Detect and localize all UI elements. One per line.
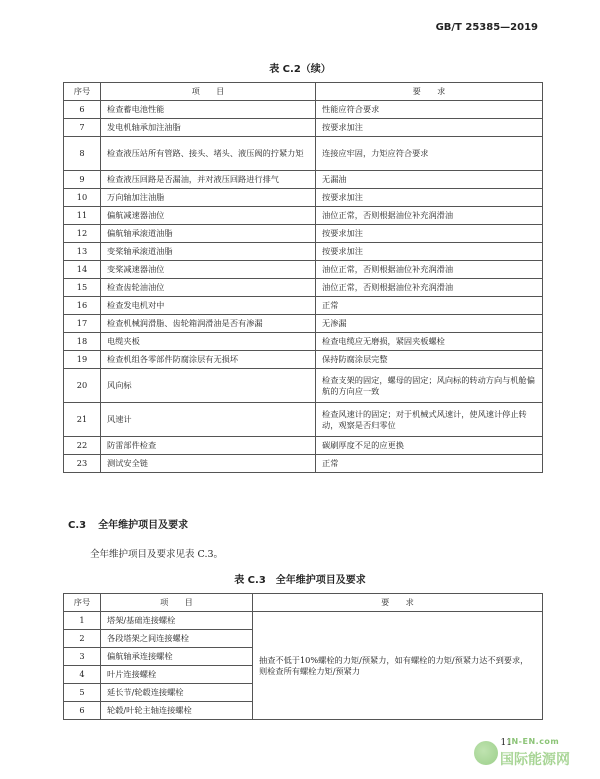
watermark-name: 国际能源网 bbox=[500, 752, 570, 768]
row-item: 偏航减速器油位 bbox=[101, 207, 316, 225]
row-no: 9 bbox=[64, 171, 101, 189]
table-row bbox=[64, 137, 543, 171]
row-no: 14 bbox=[64, 261, 101, 279]
header-no: 序号 bbox=[64, 594, 101, 612]
row-requirement: 油位正常，否则根据油位补充润滑油 bbox=[316, 207, 543, 225]
row-no: 22 bbox=[64, 437, 101, 455]
table-row bbox=[64, 369, 543, 403]
row-requirement: 油位正常，否则根据油位补充润滑油 bbox=[316, 279, 543, 297]
row-item: 电缆夹板 bbox=[101, 333, 316, 351]
row-item: 检查齿轮油油位 bbox=[101, 279, 316, 297]
row-item: 变桨减速器油位 bbox=[101, 261, 316, 279]
row-item: 检查发电机对中 bbox=[101, 297, 316, 315]
row-no: 13 bbox=[64, 243, 101, 261]
row-item: 变桨轴承滚道油脂 bbox=[101, 243, 316, 261]
row-no: 18 bbox=[64, 333, 101, 351]
table-c3 bbox=[63, 593, 543, 720]
row-requirement: 按要求加注 bbox=[316, 119, 543, 137]
section-title: 全年维护项目及要求 bbox=[98, 520, 189, 531]
row-requirement: 检查风速计的固定；对于机械式风速计，使风速计停止转动，观察是否归零位 bbox=[316, 403, 543, 437]
row-no: 8 bbox=[64, 137, 101, 171]
row-item: 叶片连接螺栓 bbox=[101, 666, 253, 684]
row-item: 发电机轴承加注油脂 bbox=[101, 119, 316, 137]
section-c3-heading bbox=[68, 516, 200, 531]
section-number: C.3 bbox=[68, 520, 87, 531]
row-no: 11 bbox=[64, 207, 101, 225]
table-row bbox=[64, 403, 543, 437]
row-requirement: 按要求加注 bbox=[316, 243, 543, 261]
row-item: 万向轴加注油脂 bbox=[101, 189, 316, 207]
table-row bbox=[64, 225, 543, 243]
row-no: 10 bbox=[64, 189, 101, 207]
table-row bbox=[64, 261, 543, 279]
row-no: 21 bbox=[64, 403, 101, 437]
row-no: 4 bbox=[64, 666, 101, 684]
row-no: 16 bbox=[64, 297, 101, 315]
table-row bbox=[64, 612, 543, 630]
row-no: 20 bbox=[64, 369, 101, 403]
merged-requirement: 抽查不低于10%螺栓的力矩/预紧力，如有螺栓的力矩/预紧力达不到要求，则检查所有螺栓力矩/预紧力 bbox=[253, 612, 543, 720]
table-row bbox=[64, 437, 543, 455]
in-en-logo-icon bbox=[474, 741, 498, 765]
row-item: 检查液压站所有管路、接头、堵头、液压阀的拧紧力矩 bbox=[101, 137, 316, 171]
table-row bbox=[64, 119, 543, 137]
row-item: 风速计 bbox=[101, 403, 316, 437]
row-no: 1 bbox=[64, 612, 101, 630]
header-no: 序号 bbox=[64, 83, 101, 101]
row-item: 偏航轴承连接螺栓 bbox=[101, 648, 253, 666]
row-no: 6 bbox=[64, 702, 101, 720]
table-row bbox=[64, 207, 543, 225]
table-row bbox=[64, 315, 543, 333]
row-no: 7 bbox=[64, 119, 101, 137]
table-c2-title: 表 C.2（续） bbox=[269, 64, 331, 75]
row-item: 各段塔架之间连接螺栓 bbox=[101, 630, 253, 648]
row-item: 检查蓄电池性能 bbox=[101, 101, 316, 119]
section-c3-text: 全年维护项目及要求见表 C.3。 bbox=[90, 549, 224, 560]
table-row bbox=[64, 351, 543, 369]
row-requirement: 正常 bbox=[316, 455, 543, 473]
row-no: 17 bbox=[64, 315, 101, 333]
row-requirement: 油位正常，否则根据油位补充润滑油 bbox=[316, 261, 543, 279]
row-no: 2 bbox=[64, 630, 101, 648]
header-requirement: 要 求 bbox=[253, 594, 543, 612]
row-no: 6 bbox=[64, 101, 101, 119]
row-requirement: 连接应牢固，力矩应符合要求 bbox=[316, 137, 543, 171]
table-row bbox=[64, 101, 543, 119]
header-item: 项 目 bbox=[101, 594, 253, 612]
row-requirement: 按要求加注 bbox=[316, 189, 543, 207]
row-no: 23 bbox=[64, 455, 101, 473]
table-row bbox=[64, 243, 543, 261]
row-item: 风向标 bbox=[101, 369, 316, 403]
row-requirement: 无漏油 bbox=[316, 171, 543, 189]
row-requirement: 正常 bbox=[316, 297, 543, 315]
row-item: 防雷部件检查 bbox=[101, 437, 316, 455]
row-item: 测试安全链 bbox=[101, 455, 316, 473]
row-item: 轮毂/叶轮主轴连接螺栓 bbox=[101, 702, 253, 720]
row-requirement: 碳刷厚度不足的应更换 bbox=[316, 437, 543, 455]
row-requirement: 检查电缆应无磨损，紧固夹板螺栓 bbox=[316, 333, 543, 351]
standard-code: GB/T 25385—2019 bbox=[435, 22, 538, 33]
row-item: 检查机组各零部件防腐涂层有无损坏 bbox=[101, 351, 316, 369]
row-item: 偏航轴承滚道油脂 bbox=[101, 225, 316, 243]
table-row bbox=[64, 171, 543, 189]
table-row bbox=[64, 455, 543, 473]
row-item: 塔架/基础连接螺栓 bbox=[101, 612, 253, 630]
row-no: 15 bbox=[64, 279, 101, 297]
row-no: 12 bbox=[64, 225, 101, 243]
table-row bbox=[64, 333, 543, 351]
header-requirement: 要 求 bbox=[316, 83, 543, 101]
watermark-domain: IN-EN.com bbox=[508, 737, 560, 746]
row-requirement: 性能应符合要求 bbox=[316, 101, 543, 119]
row-requirement: 无渗漏 bbox=[316, 315, 543, 333]
table-row bbox=[64, 297, 543, 315]
row-item: 检查机械润滑脂、齿轮箱润滑油是否有渗漏 bbox=[101, 315, 316, 333]
table-row bbox=[64, 189, 543, 207]
row-requirement: 保持防腐涂层完整 bbox=[316, 351, 543, 369]
table-c2 bbox=[63, 82, 543, 473]
row-requirement: 检查支架的固定，螺母的固定；风向标的转动方向与机舱偏航的方向应一致 bbox=[316, 369, 543, 403]
watermark bbox=[474, 737, 592, 771]
row-no: 19 bbox=[64, 351, 101, 369]
row-requirement: 按要求加注 bbox=[316, 225, 543, 243]
page-number: 11 bbox=[500, 738, 512, 748]
header-item: 项 目 bbox=[101, 83, 316, 101]
table-c3-title: 表 C.3 全年维护项目及要求 bbox=[234, 575, 366, 586]
row-no: 3 bbox=[64, 648, 101, 666]
row-no: 5 bbox=[64, 684, 101, 702]
table-row bbox=[64, 279, 543, 297]
row-item: 延长节/轮毂连接螺栓 bbox=[101, 684, 253, 702]
row-item: 检查液压回路是否漏油，并对液压回路进行排气 bbox=[101, 171, 316, 189]
